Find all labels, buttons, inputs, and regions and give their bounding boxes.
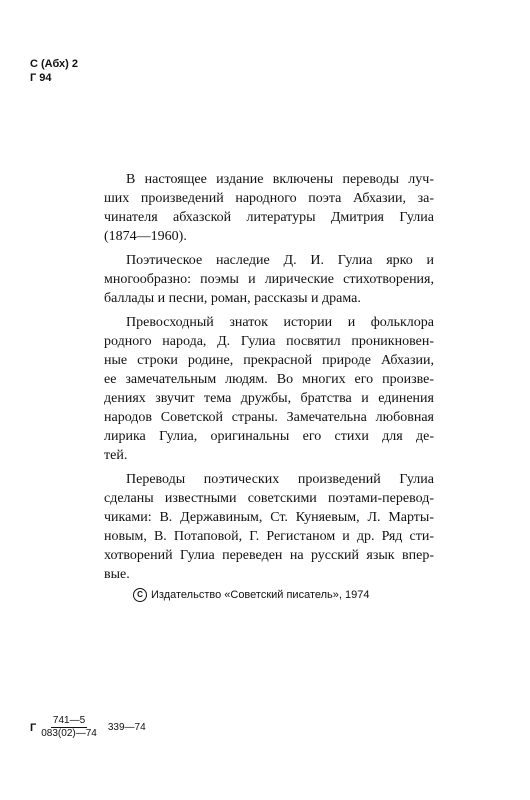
text-line: ные строки родине, прекрасной природе Абхазии, [104,353,434,368]
text-line: лирика Гулиа, оригинальны его стихи для де- [104,429,434,444]
text-line: чинателя абхазской литературы Дмитрия Гулиа [104,210,434,225]
library-classification [30,57,78,85]
text-line: тей. [104,448,128,463]
text-line: В настоящее издание включены переводы луч- [126,172,434,187]
text-line: сделаны известными советскими поэтами-перевод- [104,491,434,506]
annotation [104,170,434,589]
text-line: вые. [104,567,130,582]
copyright-icon: C [133,588,147,602]
annotation-paragraph [104,170,434,246]
catalog-letter: Г [30,721,37,734]
text-line: народов Советской страны. Замечательна любовная [104,410,434,425]
text-line: (1874—1960). [104,229,187,244]
copyright-notice [133,588,369,602]
copyright-text: Издательство «Советский писатель», 1974 [151,589,370,601]
bbk-code: С (Абх) 2 [30,58,78,70]
catalog-numerator: 741—5 [52,715,86,726]
text-line: многообразно: поэмы и лирические стихотворения, [104,272,434,287]
annotation-paragraph [104,313,434,465]
text-line: дениях звучит тема дружбы, братства и единения [104,391,434,406]
annotation-paragraph [104,251,434,308]
catalog-denominator: 083(02)—74 [41,728,97,739]
text-line: Поэтическое наследие Д. И. Гулиа ярко и [126,253,434,268]
text-line: Переводы поэтических произведений Гулиа [126,472,434,487]
text-line: баллады и песни, роман, рассказы и драма. [104,291,361,306]
author-mark: Г 94 [30,72,52,84]
text-line: хотворений Гулиа переведен на русский язык впер- [104,548,434,563]
text-line: ее замечательным людям. Во многих его произве- [104,372,434,387]
catalog-fraction [39,715,99,740]
annotation-paragraph [104,470,434,584]
catalog-suffix: 339—74 [107,721,146,733]
text-line: Превосходный знаток истории и фольклора [126,315,434,330]
text-line: чиками: В. Державиным, Ст. Куняевым, Л. Марты- [104,510,434,525]
text-line: новым, В. Потаповой, Г. Регистаном и др. Ряд сти- [104,529,434,544]
text-line: ших произведений народного поэта Абхазии, за- [104,191,434,206]
catalog-index [30,715,146,740]
text-line: родного народа, Д. Гулиа посвятил проникновен- [104,334,434,349]
